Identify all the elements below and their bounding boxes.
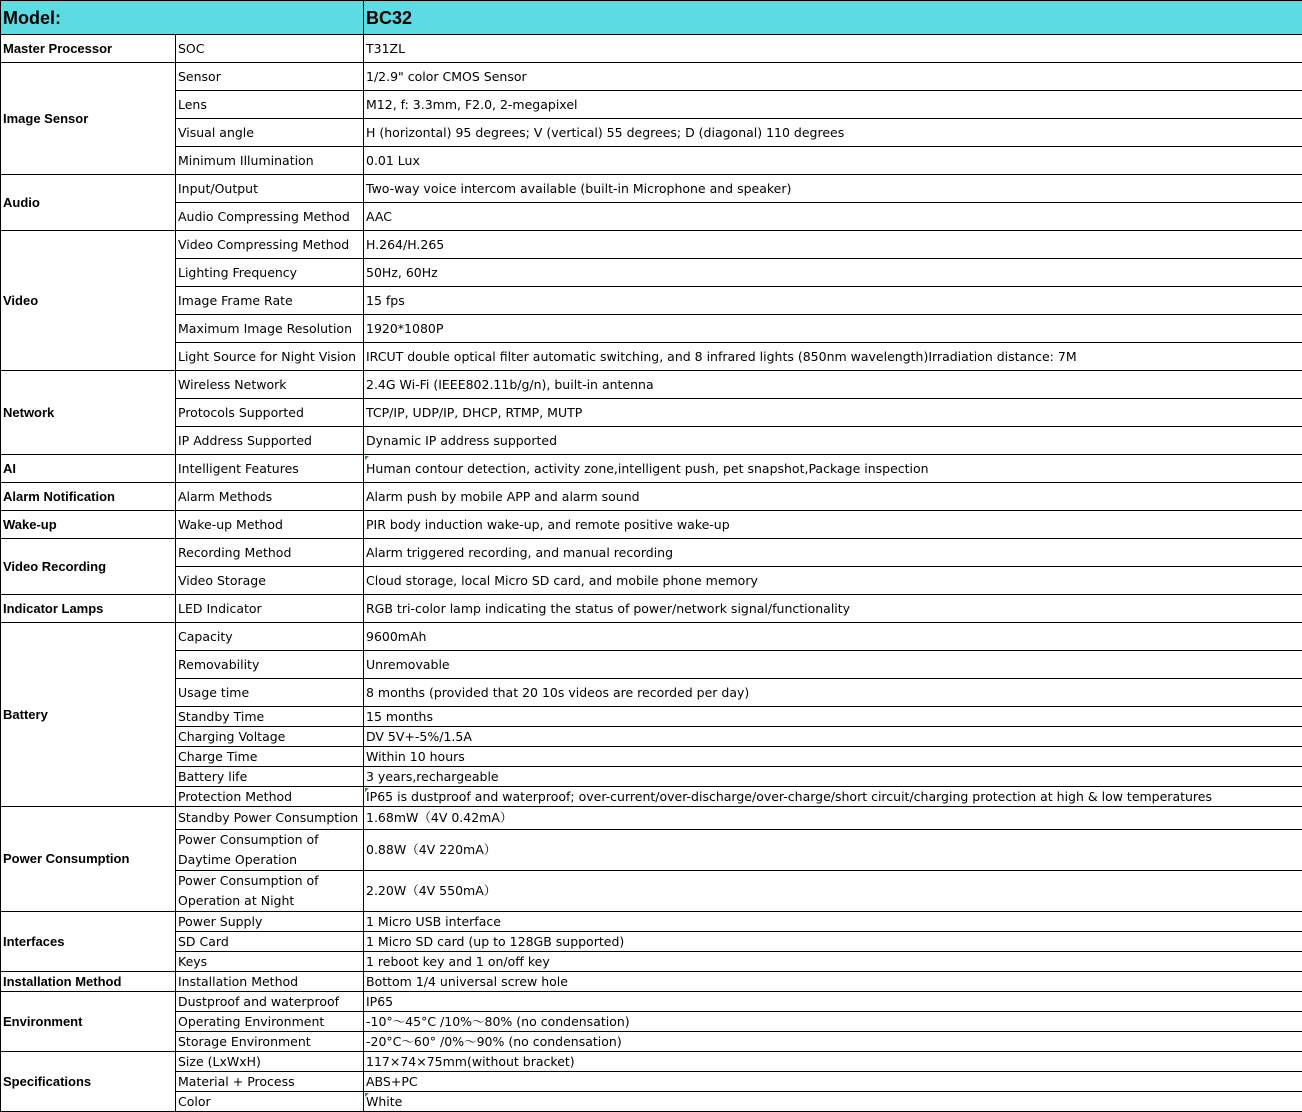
property-cell: Recording Method xyxy=(176,539,364,567)
table-row xyxy=(1,203,1302,231)
value-cell: ABS+PC xyxy=(364,1072,1302,1092)
value-cell: 50Hz, 60Hz xyxy=(364,259,1302,287)
table-row xyxy=(1,830,1302,871)
property-cell: Dustproof and waterproof xyxy=(176,992,364,1012)
table-row xyxy=(1,399,1302,427)
category-installation-method: Installation Method xyxy=(1,972,176,992)
table-row xyxy=(1,807,1302,830)
property-cell: Keys xyxy=(176,952,364,972)
property-cell: Maximum Image Resolution xyxy=(176,315,364,343)
table-row xyxy=(1,231,1302,259)
category-master-processor: Master Processor xyxy=(1,35,176,63)
property-cell: Size (LxWxH) xyxy=(176,1052,364,1072)
category-image-sensor: Image Sensor xyxy=(1,63,176,175)
value-cell: 0.01 Lux xyxy=(364,147,1302,175)
value-cell: 8 months (provided that 20 10s videos are recorded per day) xyxy=(364,679,1302,707)
table-row xyxy=(1,972,1302,992)
model-label: Model: xyxy=(1,1,364,35)
value-cell: IP65 is dustproof and waterproof; over-current/over-discharge/over-charge/short circuit/charging protection at high & low temperatures xyxy=(364,787,1302,807)
value-cell: M12, f: 3.3mm, F2.0, 2-megapixel xyxy=(364,91,1302,119)
value-cell: 2.20W（4V 550mA） xyxy=(364,871,1302,912)
table-row xyxy=(1,343,1302,371)
value-cell: 0.88W（4V 220mA） xyxy=(364,830,1302,871)
table-row xyxy=(1,175,1302,203)
property-cell: Wireless Network xyxy=(176,371,364,399)
property-cell: Protection Method xyxy=(176,787,364,807)
property-cell: Power Supply xyxy=(176,912,364,932)
category-network: Network xyxy=(1,371,176,455)
value-cell: Alarm push by mobile APP and alarm sound xyxy=(364,483,1302,511)
property-cell: Input/Output xyxy=(176,175,364,203)
table-row xyxy=(1,1072,1302,1092)
property-cell: Image Frame Rate xyxy=(176,287,364,315)
property-cell: Removability xyxy=(176,651,364,679)
property-cell: Charging Voltage xyxy=(176,727,364,747)
property-cell: Storage Environment xyxy=(176,1032,364,1052)
category-alarm-notification: Alarm Notification xyxy=(1,483,176,511)
table-row xyxy=(1,707,1302,727)
property-cell: Battery life xyxy=(176,767,364,787)
value-cell: 9600mAh xyxy=(364,623,1302,651)
table-row xyxy=(1,539,1302,567)
property-cell: Power Consumption of Operation at Night xyxy=(176,871,364,912)
property-cell: Intelligent Features xyxy=(176,455,364,483)
table-row xyxy=(1,567,1302,595)
table-row xyxy=(1,147,1302,175)
property-cell: Charge Time xyxy=(176,747,364,767)
value-cell: Alarm triggered recording, and manual recording xyxy=(364,539,1302,567)
category-audio: Audio xyxy=(1,175,176,231)
value-cell: Bottom 1/4 universal screw hole xyxy=(364,972,1302,992)
property-cell: Installation Method xyxy=(176,972,364,992)
table-row xyxy=(1,871,1302,912)
value-cell: IRCUT double optical filter automatic switching, and 8 infrared lights (850nm wavelength)Irradiation distance: 7M xyxy=(364,343,1302,371)
value-cell: 1.68mW（4V 0.42mA） xyxy=(364,807,1302,830)
value-cell: 15 fps xyxy=(364,287,1302,315)
table-row xyxy=(1,992,1302,1012)
property-cell: SD Card xyxy=(176,932,364,952)
value-cell: 1 Micro SD card (up to 128GB supported) xyxy=(364,932,1302,952)
category-ai: AI xyxy=(1,455,176,483)
header-row xyxy=(1,1,1302,35)
value-cell: Cloud storage, local Micro SD card, and mobile phone memory xyxy=(364,567,1302,595)
value-cell: Dynamic IP address supported xyxy=(364,427,1302,455)
value-cell: RGB tri-color lamp indicating the status of power/network signal/functionality xyxy=(364,595,1302,623)
table-row xyxy=(1,511,1302,539)
value-cell: AAC xyxy=(364,203,1302,231)
property-cell: Usage time xyxy=(176,679,364,707)
table-row xyxy=(1,455,1302,483)
category-wake-up: Wake-up xyxy=(1,511,176,539)
category-indicator-lamps: Indicator Lamps xyxy=(1,595,176,623)
property-cell: Lighting Frequency xyxy=(176,259,364,287)
value-cell: 2.4G Wi-Fi (IEEE802.11b/g/n), built-in antenna xyxy=(364,371,1302,399)
property-cell: IP Address Supported xyxy=(176,427,364,455)
table-row xyxy=(1,1032,1302,1052)
table-row xyxy=(1,91,1302,119)
value-cell: 15 months xyxy=(364,707,1302,727)
category-specifications: Specifications xyxy=(1,1052,176,1112)
table-row xyxy=(1,315,1302,343)
value-cell: DV 5V+-5%/1.5A xyxy=(364,727,1302,747)
value-cell: -10°～45°C /10%～80% (no condensation) xyxy=(364,1012,1302,1032)
table-row xyxy=(1,371,1302,399)
value-cell: 117×74×75mm(without bracket) xyxy=(364,1052,1302,1072)
property-cell: Audio Compressing Method xyxy=(176,203,364,231)
table-row xyxy=(1,483,1302,511)
value-cell: H (horizontal) 95 degrees; V (vertical) 55 degrees; D (diagonal) 110 degrees xyxy=(364,119,1302,147)
property-cell: Color xyxy=(176,1092,364,1112)
value-cell: T31ZL xyxy=(364,35,1302,63)
model-value: BC32 xyxy=(364,1,1302,35)
property-cell: Operating Environment xyxy=(176,1012,364,1032)
table-row xyxy=(1,727,1302,747)
property-cell: Video Compressing Method xyxy=(176,231,364,259)
table-row xyxy=(1,651,1302,679)
property-cell: Capacity xyxy=(176,623,364,651)
table-row xyxy=(1,595,1302,623)
table-row xyxy=(1,1012,1302,1032)
property-cell: Visual angle xyxy=(176,119,364,147)
value-cell: Two-way voice intercom available (built-in Microphone and speaker) xyxy=(364,175,1302,203)
table-row xyxy=(1,63,1302,91)
table-row xyxy=(1,787,1302,807)
property-cell: Alarm Methods xyxy=(176,483,364,511)
value-cell: 1/2.9" color CMOS Sensor xyxy=(364,63,1302,91)
value-cell: Human contour detection, activity zone,intelligent push, pet snapshot,Package inspection xyxy=(364,455,1302,483)
table-row xyxy=(1,952,1302,972)
value-cell: 1920*1080P xyxy=(364,315,1302,343)
property-cell: Material + Process xyxy=(176,1072,364,1092)
value-cell: 1 Micro USB interface xyxy=(364,912,1302,932)
value-cell: H.264/H.265 xyxy=(364,231,1302,259)
category-battery: Battery xyxy=(1,623,176,807)
property-cell: Light Source for Night Vision xyxy=(176,343,364,371)
category-power-consumption: Power Consumption xyxy=(1,807,176,912)
table-row xyxy=(1,35,1302,63)
property-cell: Power Consumption of Daytime Operation xyxy=(176,830,364,871)
property-cell: Minimum Illumination xyxy=(176,147,364,175)
value-cell: IP65 xyxy=(364,992,1302,1012)
property-cell: Wake-up Method xyxy=(176,511,364,539)
table-row xyxy=(1,623,1302,651)
table-row xyxy=(1,1052,1302,1072)
property-cell: Standby Time xyxy=(176,707,364,727)
value-cell: Within 10 hours xyxy=(364,747,1302,767)
table-row xyxy=(1,119,1302,147)
table-row xyxy=(1,287,1302,315)
table-row xyxy=(1,259,1302,287)
property-cell: LED Indicator xyxy=(176,595,364,623)
category-video-recording: Video Recording xyxy=(1,539,176,595)
value-cell: PIR body induction wake-up, and remote positive wake-up xyxy=(364,511,1302,539)
value-cell: 3 years,rechargeable xyxy=(364,767,1302,787)
property-cell: Video Storage xyxy=(176,567,364,595)
table-row xyxy=(1,932,1302,952)
table-row xyxy=(1,427,1302,455)
table-row xyxy=(1,767,1302,787)
value-cell: White xyxy=(364,1092,1302,1112)
table-row xyxy=(1,747,1302,767)
table-row xyxy=(1,912,1302,932)
value-cell: TCP/IP, UDP/IP, DHCP, RTMP, MUTP xyxy=(364,399,1302,427)
value-cell: Unremovable xyxy=(364,651,1302,679)
category-interfaces: Interfaces xyxy=(1,912,176,972)
property-cell: Sensor xyxy=(176,63,364,91)
property-cell: Lens xyxy=(176,91,364,119)
table-row xyxy=(1,679,1302,707)
property-cell: SOC xyxy=(176,35,364,63)
category-environment: Environment xyxy=(1,992,176,1052)
value-cell: 1 reboot key and 1 on/off key xyxy=(364,952,1302,972)
category-video: Video xyxy=(1,231,176,371)
property-cell: Protocols Supported xyxy=(176,399,364,427)
value-cell: -20°C～60° /0%～90% (no condensation) xyxy=(364,1032,1302,1052)
property-cell: Standby Power Consumption xyxy=(176,807,364,830)
